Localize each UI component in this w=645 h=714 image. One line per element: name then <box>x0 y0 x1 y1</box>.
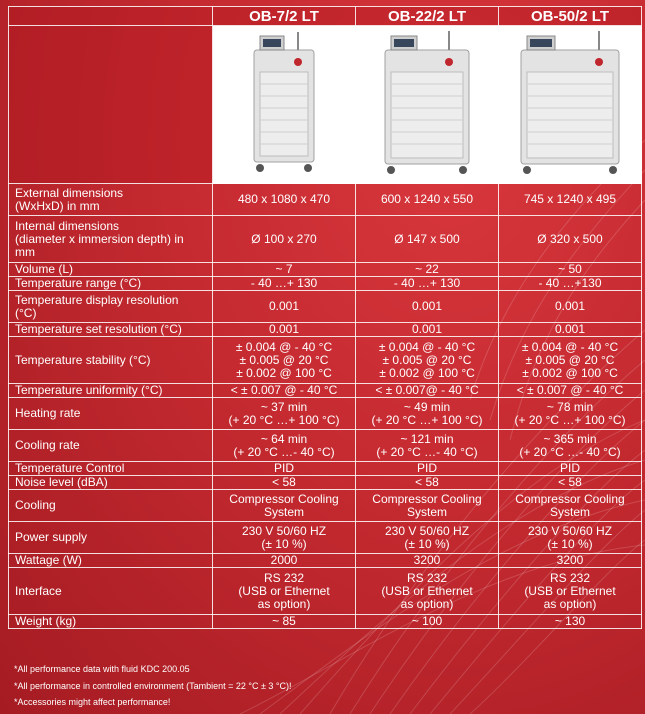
model-name: OB-22/2 LT <box>356 7 499 26</box>
thermostat-unit-icon <box>377 28 477 178</box>
spec-value: ± 0.004 @ - 40 °C ± 0.005 @ 20 °C ± 0.002 @ 100 °C <box>499 337 642 384</box>
spec-value: 3200 <box>356 554 499 568</box>
spec-value: ~ 49 min (+ 20 °C …+ 100 °C) <box>356 398 499 430</box>
spec-value: < 58 <box>213 476 356 490</box>
spec-table <box>8 6 642 629</box>
spec-row <box>9 430 642 462</box>
spec-value: ~ 7 <box>213 263 356 277</box>
spec-value: Ø 147 x 500 <box>356 216 499 263</box>
spec-row <box>9 476 642 490</box>
spec-label: Temperature stability (°C) <box>9 337 213 384</box>
spec-value: ~ 130 <box>499 615 642 629</box>
spec-value: 0.001 <box>356 323 499 337</box>
spec-label: Power supply <box>9 522 213 554</box>
spec-value: 230 V 50/60 HZ (± 10 %) <box>213 522 356 554</box>
spec-value: ~ 22 <box>356 263 499 277</box>
spec-value: 600 x 1240 x 550 <box>356 184 499 216</box>
spec-value: ~ 85 <box>213 615 356 629</box>
spec-label: Temperature display resolution (°C) <box>9 291 213 323</box>
spec-value: PID <box>499 462 642 476</box>
spec-row <box>9 291 642 323</box>
image-blank <box>9 26 213 184</box>
spec-value: 480 x 1080 x 470 <box>213 184 356 216</box>
spec-label: Cooling rate <box>9 430 213 462</box>
footnote: *All performance data with fluid KDC 200.05 <box>14 664 190 674</box>
spec-row <box>9 615 642 629</box>
thermostat-unit-icon <box>244 28 324 178</box>
spec-value: RS 232 (USB or Ethernet as option) <box>499 568 642 615</box>
spec-label: Temperature range (°C) <box>9 277 213 291</box>
spec-label: Noise level (dBA) <box>9 476 213 490</box>
spec-value: ~ 37 min (+ 20 °C …+ 100 °C) <box>213 398 356 430</box>
spec-value: ~ 365 min (+ 20 °C …- 40 °C) <box>499 430 642 462</box>
spec-label: Interface <box>9 568 213 615</box>
spec-value: 230 V 50/60 HZ (± 10 %) <box>499 522 642 554</box>
spec-value: 0.001 <box>213 291 356 323</box>
spec-row <box>9 337 642 384</box>
spec-label: Temperature uniformity (°C) <box>9 384 213 398</box>
spec-value: RS 232 (USB or Ethernet as option) <box>213 568 356 615</box>
footnote: *Accessories might affect performance! <box>14 697 171 707</box>
product-image-ob7 <box>213 26 356 184</box>
model-name: OB-7/2 LT <box>213 7 356 26</box>
spec-value: Compressor Cooling System <box>213 490 356 522</box>
spec-value: - 40 …+ 130 <box>356 277 499 291</box>
spec-row <box>9 384 642 398</box>
spec-value: ~ 121 min (+ 20 °C …- 40 °C) <box>356 430 499 462</box>
spec-label: Weight (kg) <box>9 615 213 629</box>
spec-row <box>9 462 642 476</box>
spec-row <box>9 522 642 554</box>
spec-value: 0.001 <box>499 323 642 337</box>
spec-row <box>9 490 642 522</box>
spec-label: Wattage (W) <box>9 554 213 568</box>
model-name: OB-50/2 LT <box>499 7 642 26</box>
spec-label: Temperature set resolution (°C) <box>9 323 213 337</box>
model-header-row <box>9 7 642 26</box>
spec-row <box>9 263 642 277</box>
spec-value: 745 x 1240 x 495 <box>499 184 642 216</box>
spec-value: < ± 0.007@ - 40 °C <box>356 384 499 398</box>
spec-value: PID <box>213 462 356 476</box>
spec-row <box>9 568 642 615</box>
spec-value: Compressor Cooling System <box>499 490 642 522</box>
spec-value: - 40 …+130 <box>499 277 642 291</box>
spec-label: Volume (L) <box>9 263 213 277</box>
spec-value: < ± 0.007 @ - 40 °C <box>499 384 642 398</box>
spec-label: Heating rate <box>9 398 213 430</box>
spec-value: ± 0.004 @ - 40 °C ± 0.005 @ 20 °C ± 0.002 @ 100 °C <box>213 337 356 384</box>
spec-value: ± 0.004 @ - 40 °C ± 0.005 @ 20 °C ± 0.002 @ 100 °C <box>356 337 499 384</box>
spec-row <box>9 184 642 216</box>
spec-value: 0.001 <box>213 323 356 337</box>
spec-value: - 40 …+ 130 <box>213 277 356 291</box>
spec-value: ~ 78 min (+ 20 °C …+ 100 °C) <box>499 398 642 430</box>
spec-value: 230 V 50/60 HZ (± 10 %) <box>356 522 499 554</box>
spec-row <box>9 216 642 263</box>
product-image-row <box>9 26 642 184</box>
header-blank <box>9 7 213 26</box>
spec-row <box>9 277 642 291</box>
spec-label: External dimensions (WxHxD) in mm <box>9 184 213 216</box>
thermostat-unit-icon <box>515 28 625 178</box>
spec-row <box>9 398 642 430</box>
spec-value: 0.001 <box>356 291 499 323</box>
spec-value: Ø 100 x 270 <box>213 216 356 263</box>
spec-row <box>9 323 642 337</box>
spec-value: ~ 64 min (+ 20 °C …- 40 °C) <box>213 430 356 462</box>
product-image-ob50 <box>499 26 642 184</box>
spec-value: ~ 100 <box>356 615 499 629</box>
spec-row <box>9 554 642 568</box>
product-image-ob22 <box>356 26 499 184</box>
spec-value: ~ 50 <box>499 263 642 277</box>
spec-label: Temperature Control <box>9 462 213 476</box>
spec-value: < 58 <box>499 476 642 490</box>
spec-value: 0.001 <box>499 291 642 323</box>
spec-value: 2000 <box>213 554 356 568</box>
spec-value: < 58 <box>356 476 499 490</box>
spec-label: Internal dimensions (diameter x immersion depth) in mm <box>9 216 213 263</box>
spec-value: < ± 0.007 @ - 40 °C <box>213 384 356 398</box>
spec-value: Ø 320 x 500 <box>499 216 642 263</box>
spec-value: Compressor Cooling System <box>356 490 499 522</box>
spec-value: RS 232 (USB or Ethernet as option) <box>356 568 499 615</box>
spec-value: 3200 <box>499 554 642 568</box>
spec-value: PID <box>356 462 499 476</box>
footnote: *All performance in controlled environment (Tambient = 22 °C ± 3 °C)! <box>14 681 292 691</box>
spec-label: Cooling <box>9 490 213 522</box>
